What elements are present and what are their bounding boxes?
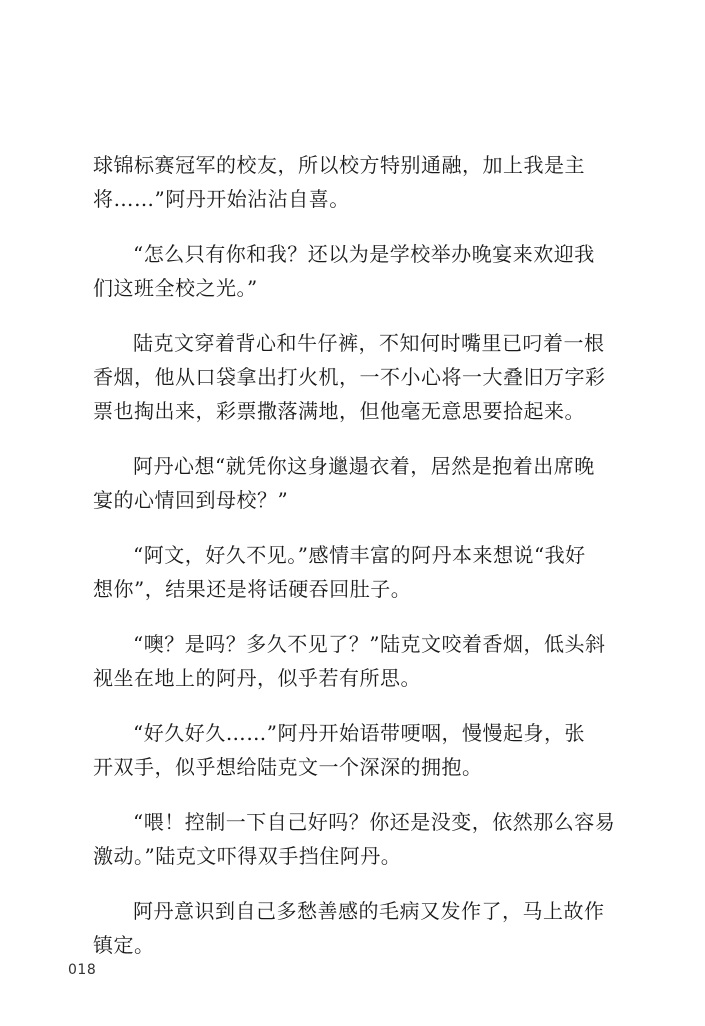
text-line: 票也掏出来，彩票撒落满地，但他毫无意思要拾起来。 — [93, 399, 585, 423]
text-line: 激动。”陆克文吓得双手挡住阿丹。 — [93, 844, 402, 868]
text-line: 将……”阿丹开始沾沾自喜。 — [93, 187, 350, 211]
paragraph — [93, 805, 616, 873]
paragraph — [93, 716, 605, 784]
text-line: “阿文，好久不见。”感情丰富的阿丹本来想说“我好 — [133, 543, 586, 567]
paragraph — [93, 237, 605, 305]
text-line: 香烟，他从口袋拿出打火机，一不小心将一大叠旧万字彩 — [93, 365, 606, 389]
text-line: 开双手，似乎想给陆克文一个深深的拥抱。 — [93, 755, 483, 779]
text-line: 想你”，结果还是将话硬吞回肚子。 — [93, 577, 412, 601]
paragraph — [93, 627, 605, 695]
paragraph — [93, 894, 605, 962]
paragraph — [93, 148, 605, 216]
text-line: 视坐在地上的阿丹，似乎若有所思。 — [93, 666, 421, 690]
text-line: “好久好久……”阿丹开始语带哽咽，慢慢起身，张 — [133, 721, 585, 745]
paragraph — [93, 326, 605, 428]
paragraph — [93, 538, 605, 606]
paragraph — [93, 449, 605, 517]
text-line: 镇定。 — [93, 933, 155, 957]
page-number: 018 — [68, 962, 97, 978]
text-line: 们这班全校之光。” — [93, 276, 258, 300]
text-line: “喂！控制一下自己好吗？你还是没变，依然那么容易 — [133, 810, 616, 834]
text-line: “噢？是吗？多久不见了？”陆克文咬着香烟，低头斜 — [133, 632, 606, 656]
text-line: 球锦标赛冠军的校友，所以校方特别通融，加上我是主 — [93, 153, 585, 177]
text-line: 陆克文穿着背心和牛仔裤，不知何时嘴里已叼着一根 — [133, 331, 605, 355]
text-line: 宴的心情回到母校？” — [93, 488, 289, 512]
text-line: 阿丹意识到自己多愁善感的毛病又发作了，马上故作 — [133, 899, 605, 923]
page-body — [93, 148, 616, 983]
text-line: “怎么只有你和我？还以为是学校举办晚宴来欢迎我 — [133, 242, 595, 266]
text-line: 阿丹心想“就凭你这身邋遢衣着，居然是抱着出席晚 — [133, 454, 595, 478]
